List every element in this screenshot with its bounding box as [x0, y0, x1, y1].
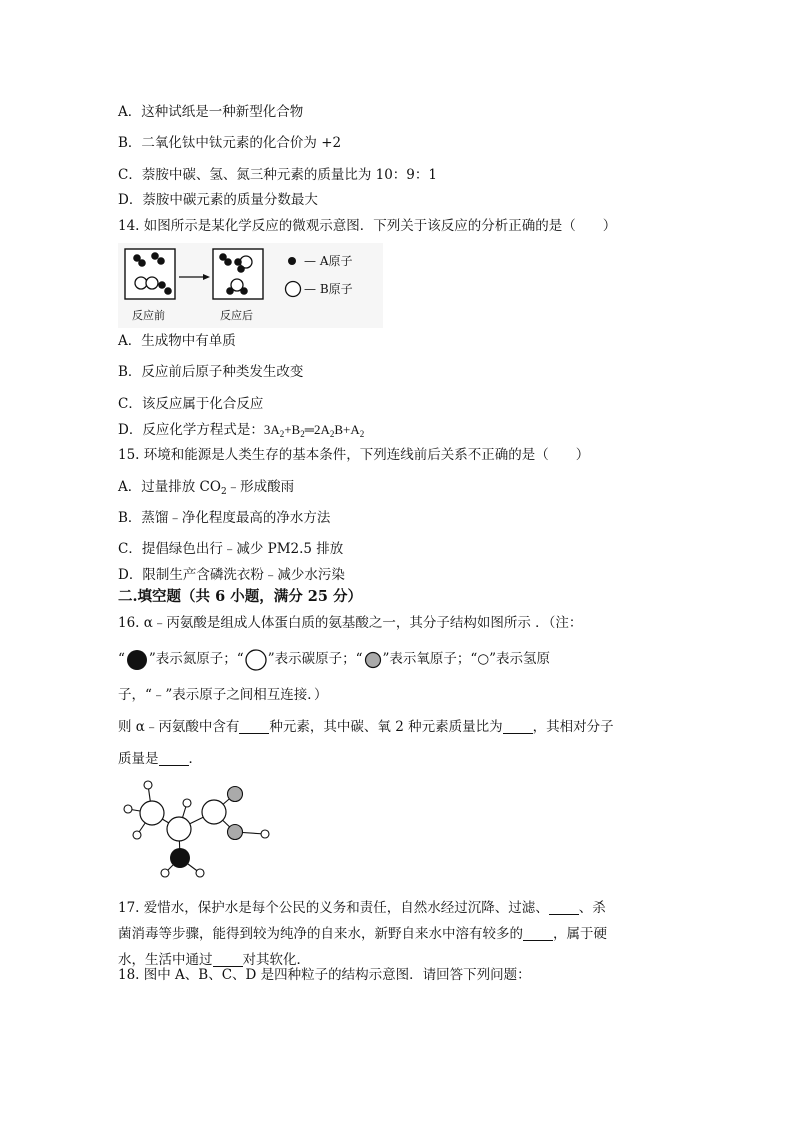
q13-option-d: D．萘胺中碳元素的质量分数最大 [118, 192, 318, 208]
q14-option-a: A．生成物中有单质 [118, 333, 236, 349]
q16-line4: 则 α﹣丙氨酸中含有 种元素，其中碳、氧 2 种元素质量比为 ，其相对分子 [118, 719, 614, 735]
q16-line3: 子，“﹣”表示原子之间相互连接．） [118, 687, 328, 703]
answer-blank[interactable] [549, 900, 579, 915]
q13-option-a: A．这种试纸是一种新型化合物 [118, 104, 304, 120]
answer-blank[interactable] [503, 719, 533, 734]
hydrogen-atom-icon [144, 781, 152, 789]
carbon-atom-icon [202, 800, 226, 824]
nitrogen-atom-icon [125, 649, 149, 671]
a-atom-icon [288, 257, 296, 265]
q15-option-b: B．蒸馏﹣净化程度最高的净水方法 [118, 510, 331, 526]
q15-stem: 15. 环境和能源是人类生存的基本条件，下列连线前后关系不正确的是（ ） [118, 447, 590, 463]
legend-b: — B原子 [304, 282, 353, 296]
answer-blank[interactable] [159, 751, 189, 766]
hydrogen-atom-icon [261, 830, 269, 838]
q15-option-c: C．提倡绿色出行﹣减少 PM2.5 排放 [118, 541, 344, 557]
q13-option-c: C．萘胺中碳、氢、氮三种元素的质量比为 10：9：1 [118, 167, 437, 183]
hydrogen-atom-icon [161, 869, 169, 877]
hydrogen-atom-icon [133, 831, 141, 839]
after-label: 反应后 [220, 309, 253, 322]
answer-blank[interactable] [213, 952, 243, 967]
hydrogen-atom-icon [196, 869, 204, 877]
nitrogen-atom-icon [170, 848, 190, 868]
q13-option-b: B．二氧化钛中钛元素的化合价为 +2 [118, 135, 342, 151]
chemical-equation: $3A_2+B_2═2A_2B+A_2$ [263, 422, 365, 439]
oxygen-atom-icon [228, 787, 243, 802]
legend-a: — A原子 [304, 254, 353, 268]
oxygen-atom-icon [363, 649, 383, 671]
answer-blank[interactable] [239, 719, 269, 734]
hydrogen-atom-icon [124, 805, 132, 813]
q18-stem: 18. 图中 A、B、C、D 是四种粒子的结构示意图．请回答下列问题： [118, 967, 531, 983]
answer-blank[interactable] [523, 926, 553, 941]
oxygen-atom-icon [228, 825, 243, 840]
carbon-atom-icon [140, 801, 164, 825]
q17-line3: 水，生活中通过 对其软化． [118, 952, 310, 968]
q14-option-c: C．该反应属于化合反应 [118, 396, 264, 412]
q14-stem: 14. 如图所示是某化学反应的微观示意图．下列关于该反应的分析正确的是（ ） [118, 218, 617, 234]
q17-line2: 菌消毒等步骤，能得到较为纯净的自来水，新野自来水中溶有较多的 ，属于硬 [118, 926, 607, 942]
q14-option-b: B．反应前后原子种类发生改变 [118, 364, 304, 380]
carbon-atom-icon [244, 649, 268, 671]
q14-option-d: D．反应化学方程式是：$3A_2+B_2═2A_2B+A_2$ [118, 422, 365, 439]
q16-legend-line: “ ”表示氮原子；“ ”表示碳原子；“ ”表示氧原子；“○”表示氢原 [118, 648, 550, 671]
carbon-atom-icon [167, 817, 191, 841]
section-title: 二.填空题（共 6 小题，满分 25 分） [118, 588, 363, 605]
b-atom-icon [286, 282, 301, 297]
hydrogen-atom-icon [183, 799, 191, 807]
alanine-structure-diagram [115, 780, 275, 885]
q15-option-a: A．过量排放 $CO_2﹣$形成酸雨 [118, 479, 295, 497]
before-label: 反应前 [132, 309, 165, 322]
q16-line1: 16. α﹣丙氨酸是组成人体蛋白质的氨基酸之一，其分子结构如图所示 ．（注： [118, 615, 583, 631]
reaction-diagram [118, 243, 383, 328]
q16-line5: 质量是 ． [118, 751, 202, 767]
q15-option-d: D．限制生产含磷洗衣粉﹣减少水污染 [118, 567, 345, 583]
q17-line1: 17. 爱惜水，保护水是每个公民的义务和责任，自然水经过沉降、过滤、 、杀 [118, 900, 606, 916]
